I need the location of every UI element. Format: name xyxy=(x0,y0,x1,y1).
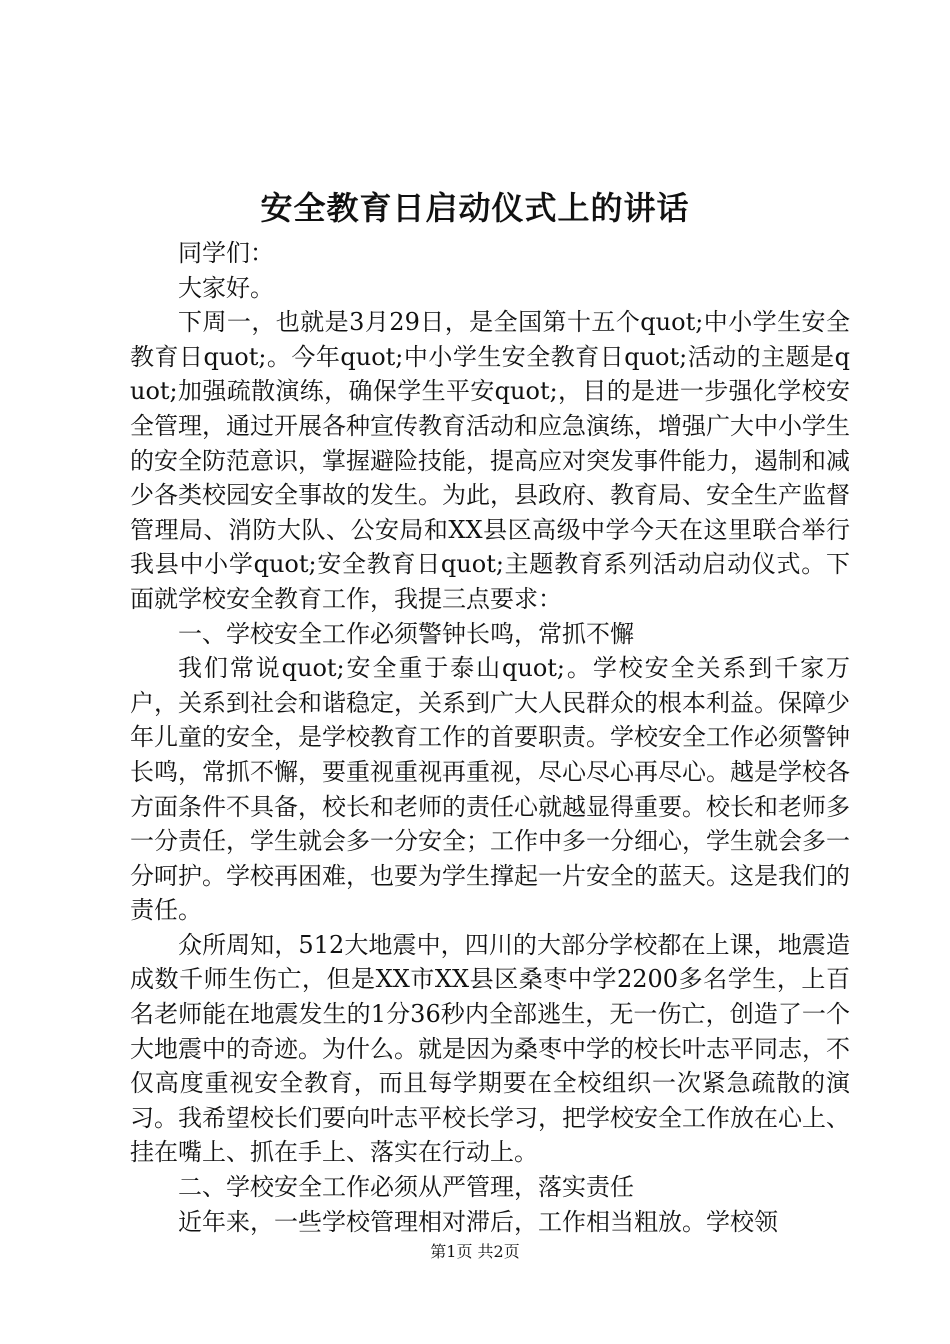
document-body xyxy=(130,236,850,1239)
body-paragraph: 众所周知，512大地震中，四川的大部分学校都在上课，地震造成数千师生伤亡，但是XX市XX县区桑枣中学2200多名学生，上百名老师能在地震发生的1分36秒内全部逃生，无一伤亡，创造了一个大地震中的奇迹。为什么。就是因为桑枣中学的校长叶志平同志，不仅高度重视安全教育，而且每学期要在全校组织一次紧急疏散的演习。我希望校长们要向叶志平校长学习，把学校安全工作放在心上、挂在嘴上、抓在手上、落实在行动上。 xyxy=(130,930,850,1167)
section-heading-1: 一、学校安全工作必须警钟长鸣，常抓不懈 xyxy=(178,619,634,648)
section-heading-2: 二、学校安全工作必须从严管理，落实责任 xyxy=(178,1173,634,1202)
body-paragraph: 我们常说quot;安全重于泰山quot;。学校安全关系到千家万户，关系到社会和谐稳定，关系到广大人民群众的根本利益。保障少年儿童的安全，是学校教育工作的首要职责。学校安全工作必须警钟长鸣，常抓不懈，要重视重视再重视，尽心尽心再尽心。越是学校各方面条件不具备，校长和老师的责任心就越显得重要。校长和老师多一分责任，学生就会多一分安全；工作中多一分细心，学生就会多一分呵护。学校再困难，也要为学生撑起一片安全的蓝天。这是我们的责任。 xyxy=(130,654,850,925)
greeting: 大家好。 xyxy=(178,273,274,302)
page-number-footer: 第1页 共2页 xyxy=(430,1242,520,1261)
body-paragraph: 下周一，也就是3月29日，是全国第十五个quot;中小学生安全教育日quot;。今年quot;中小学生安全教育日quot;活动的主题是quot;加强疏散演练，确保学生平安quot;，目的是进一步强化学校安全管理，通过开展各种宣传教育活动和应急演练，增强广大中小学生的安全防范意识，掌握避险技能，提高应对突发事件能力，遏制和减少各类校园安全事故的发生。为此，县政府、教育局、安全生产监督管理局、消防大队、公安局和XX县区高级中学今天在这里联合举行我县中小学quot;安全教育日quot;主题教育系列活动启动仪式。下面就学校安全教育工作，我提三点要求： xyxy=(130,308,850,613)
document-title: 安全教育日启动仪式上的讲话 xyxy=(260,189,690,227)
body-paragraph: 近年来，一些学校管理相对滞后，工作相当粗放。学校领 xyxy=(178,1207,778,1236)
salutation: 同学们： xyxy=(178,239,274,267)
